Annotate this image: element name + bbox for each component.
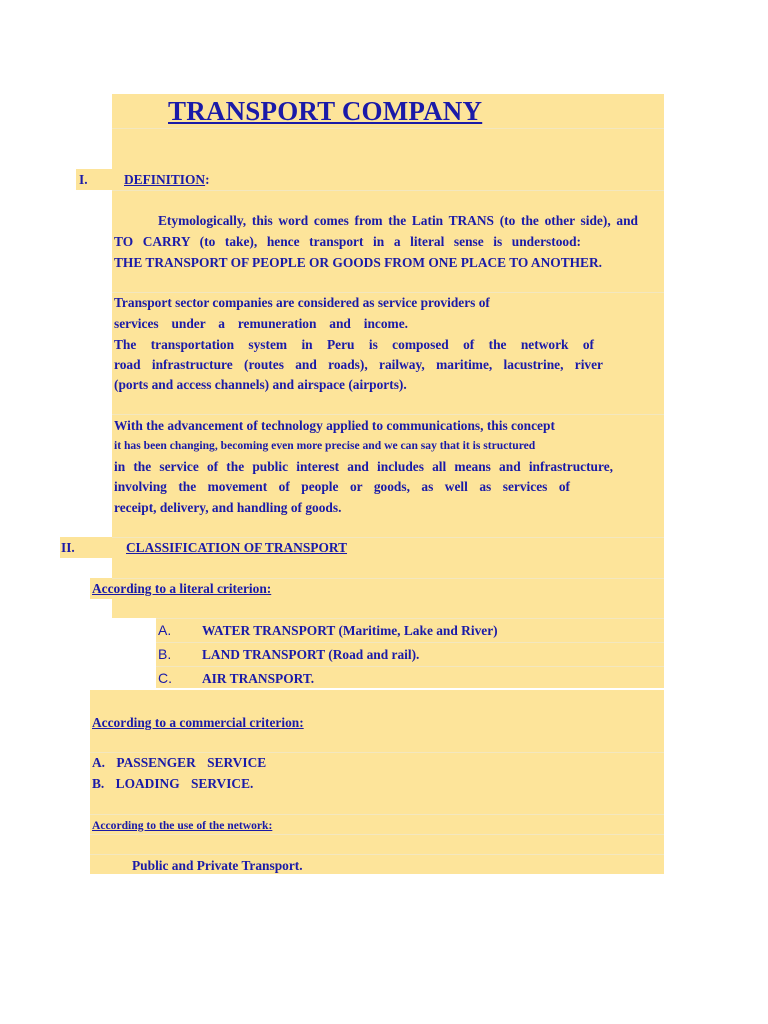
- criterion3-label: According to the use of the network:: [92, 819, 273, 832]
- criterion1-label: According to a literal criterion:: [92, 581, 272, 596]
- literal-item-a-letter: A.: [158, 622, 172, 638]
- row-separator: [156, 642, 664, 643]
- commercial-item-a: A. PASSENGER SERVICE: [92, 755, 267, 770]
- section2-heading: CLASSIFICATION OF TRANSPORT: [126, 540, 348, 555]
- row-separator: [156, 666, 664, 667]
- definition-para1-line2: TO CARRY (to take), hence transport in a literal sense is understood:: [114, 234, 581, 249]
- literal-item-c-text: AIR TRANSPORT.: [202, 671, 315, 686]
- row-separator: [112, 578, 664, 579]
- page-title: TRANSPORT COMPANY: [168, 96, 483, 126]
- criterion3-row: [92, 816, 272, 835]
- literal-item-a-text: WATER TRANSPORT (Maritime, Lake and River): [202, 623, 498, 638]
- definition-para2-line4: road infrastructure (routes and roads), railway, maritime, lacustrine, river: [114, 357, 603, 372]
- row-separator: [112, 414, 664, 415]
- row-separator: [90, 814, 664, 815]
- definition-para3-line1: With the advancement of technology applied to communications, this concept: [114, 418, 555, 433]
- definition-para3-line5: receipt, delivery, and handling of goods.: [114, 500, 342, 515]
- literal-item-b-text: LAND TRANSPORT (Road and rail).: [202, 647, 420, 662]
- literal-item-c-letter: C.: [158, 670, 172, 686]
- definition-para2-line5: (ports and access channels) and airspace (airports).: [114, 377, 407, 392]
- definition-para2-line1: Transport sector companies are considered as service providers of: [114, 295, 490, 310]
- section2-number: II.: [61, 540, 75, 555]
- definition-para1-line3: THE TRANSPORT OF PEOPLE OR GOODS FROM ONE PLACE TO ANOTHER.: [114, 255, 602, 270]
- row-separator: [90, 752, 664, 753]
- definition-para3-line2: it has been changing, becoming even more precise and we can say that it is structured: [114, 439, 536, 452]
- row-separator: [112, 537, 664, 538]
- commercial-item-b: B. LOADING SERVICE.: [92, 776, 254, 791]
- network-item-text: Public and Private Transport.: [132, 858, 303, 873]
- definition-para2-line2: services under a remuneration and income.: [114, 316, 408, 331]
- row-separator: [112, 292, 664, 293]
- criterion2-row: [92, 714, 304, 732]
- definition-para2-line3: The transportation system in Peru is composed of the network of: [114, 337, 594, 352]
- criterion1-row: [92, 580, 271, 598]
- row-separator: [156, 618, 664, 619]
- section1-heading: DEFINITION:: [124, 172, 210, 187]
- row-separator: [112, 190, 664, 191]
- literal-item-b-letter: B.: [158, 646, 172, 662]
- criterion2-label: According to a commercial criterion:: [92, 715, 304, 730]
- definition-para1-line1: Etymologically, this word comes from the Latin TRANS (to the other side), and: [158, 213, 638, 228]
- highlight-list-gap: [112, 618, 156, 688]
- section1-number: I.: [79, 172, 88, 187]
- row-separator: [112, 128, 664, 129]
- definition-para3-line3: in the service of the public interest and includes all means and infrastructure,: [114, 459, 613, 474]
- definition-para3-line4: involving the movement of people or goods, as well as services of: [114, 479, 570, 494]
- row-separator: [90, 854, 664, 855]
